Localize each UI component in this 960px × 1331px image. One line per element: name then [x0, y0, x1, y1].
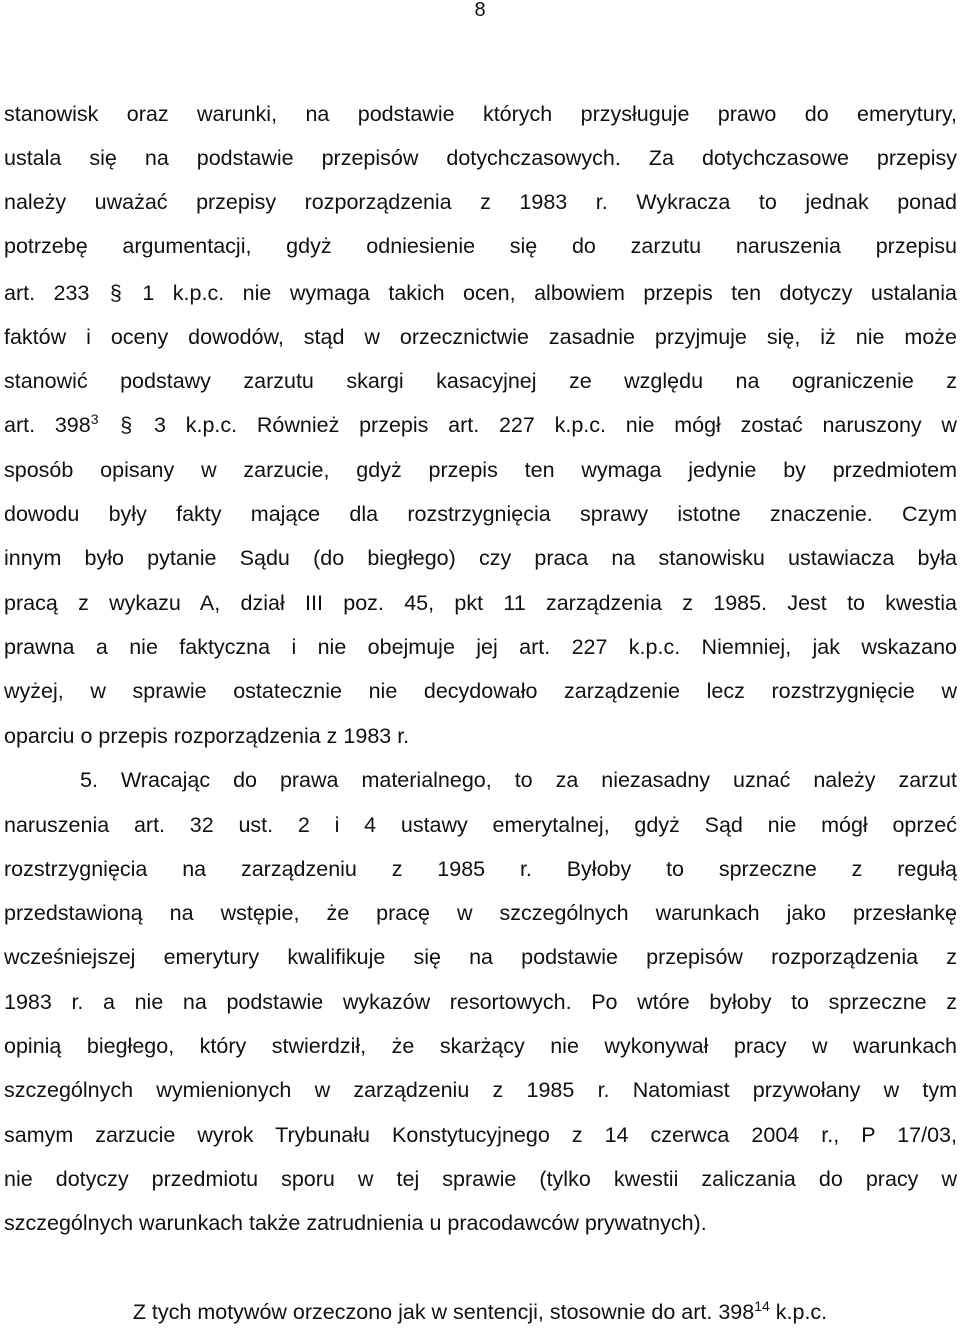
text-line: pracą z wykazu A, dział III poz. 45, pkt 11 zarządzenia z 1985. Jest to kwestia: [4, 591, 957, 615]
text-line: samym zarzucie wyrok Trybunału Konstytucyjnego z 14 czerwca 2004 r., P 17/03,: [4, 1123, 957, 1147]
text-line: 1983 r. a nie na podstawie wykazów resortowych. Po wtóre byłoby to sprzeczne z: [4, 990, 957, 1014]
section-sign: §: [109, 281, 122, 305]
text-fragment: Z tych motywów orzeczono jak w sentencji, stosownie do art. 398: [132, 1300, 755, 1324]
text-fragment: 1 k.p.c. nie wymaga takich ocen, albowiem przepis ten dotyczy ustalania: [142, 281, 957, 305]
text-line: ustala się na podstawie przepisów dotychczasowych. Za dotychczasowe przepisy: [4, 146, 957, 170]
text-line: opinią biegłego, który stwierdził, że skarżący nie wykonywał pracy w warunkach: [4, 1034, 957, 1058]
text-line: naruszenia art. 32 ust. 2 i 4 ustawy emerytalnej, gdyż Sąd nie mógł oprzeć: [4, 813, 957, 837]
text-line: szczególnych warunkach także zatrudnienia u pracodawców prywatnych).: [4, 1211, 707, 1235]
text-line: przedstawioną na wstępie, że pracę w szczególnych warunkach jako przesłankę: [4, 901, 957, 925]
text-line: stanowisk oraz warunki, na podstawie których przysługuje prawo do emerytury,: [4, 102, 957, 126]
superscript: 14: [754, 1298, 770, 1314]
section-sign: §: [120, 413, 133, 437]
closing-line: [0, 1297, 960, 1327]
text-line: nie dotyczy przedmiotu sporu w tej sprawie (tylko kwestii zaliczania do pracy w: [4, 1167, 957, 1191]
text-fragment: art. 233: [4, 281, 90, 305]
text-line: wyżej, w sprawie ostatecznie nie decydowało zarządzenie lecz rozstrzygnięcie w: [4, 679, 957, 703]
text-fragment: art. 398: [4, 413, 91, 437]
text-line: dowodu były fakty mające dla rozstrzygnięcia sprawy istotne znaczenie. Czym: [4, 502, 957, 526]
text-line: oparciu o przepis rozporządzenia z 1983 r.: [4, 724, 410, 748]
text-line: sposób opisany w zarzucie, gdyż przepis ten wymaga jedynie by przedmiotem: [4, 458, 957, 482]
text-line: 5. Wracając do prawa materialnego, to za niezasadny uznać należy zarzut: [80, 768, 957, 792]
text-line: faktów i oceny dowodów, stąd w orzecznictwie zasadnie przyjmuje się, iż nie może: [4, 325, 957, 349]
text-line: wcześniejszej emerytury kwalifikuje się na podstawie przepisów rozporządzenia z: [4, 945, 957, 969]
superscript: 3: [90, 411, 99, 427]
text-line: szczególnych wymienionych w zarządzeniu z 1985 r. Natomiast przywołany w tym: [4, 1078, 957, 1102]
text-line: [4, 278, 957, 308]
text-fragment: 3 k.p.c. Również przepis art. 227 k.p.c. nie mógł zostać naruszony w: [154, 413, 957, 437]
text-line: potrzebę argumentacji, gdyż odniesienie się do zarzutu naruszenia przepisu: [4, 234, 957, 258]
text-line: prawna a nie faktyczna i nie obejmuje jej art. 227 k.p.c. Niemniej, jak wskazano: [4, 635, 957, 659]
text-line: [4, 410, 957, 440]
page-number: 8: [474, 0, 486, 21]
text-line: należy uważać przepisy rozporządzenia z 1983 r. Wykracza to jednak ponad: [4, 190, 957, 214]
text-line: innym było pytanie Sądu (do biegłego) czy praca na stanowisku ustawiacza była: [4, 546, 957, 570]
text-line: stanowić podstawy zarzutu skargi kasacyjnej ze względu na ograniczenie z: [4, 369, 957, 393]
text-line: rozstrzygnięcia na zarządzeniu z 1985 r. Byłoby to sprzeczne z regułą: [4, 857, 957, 881]
text-fragment: k.p.c.: [769, 1300, 828, 1324]
